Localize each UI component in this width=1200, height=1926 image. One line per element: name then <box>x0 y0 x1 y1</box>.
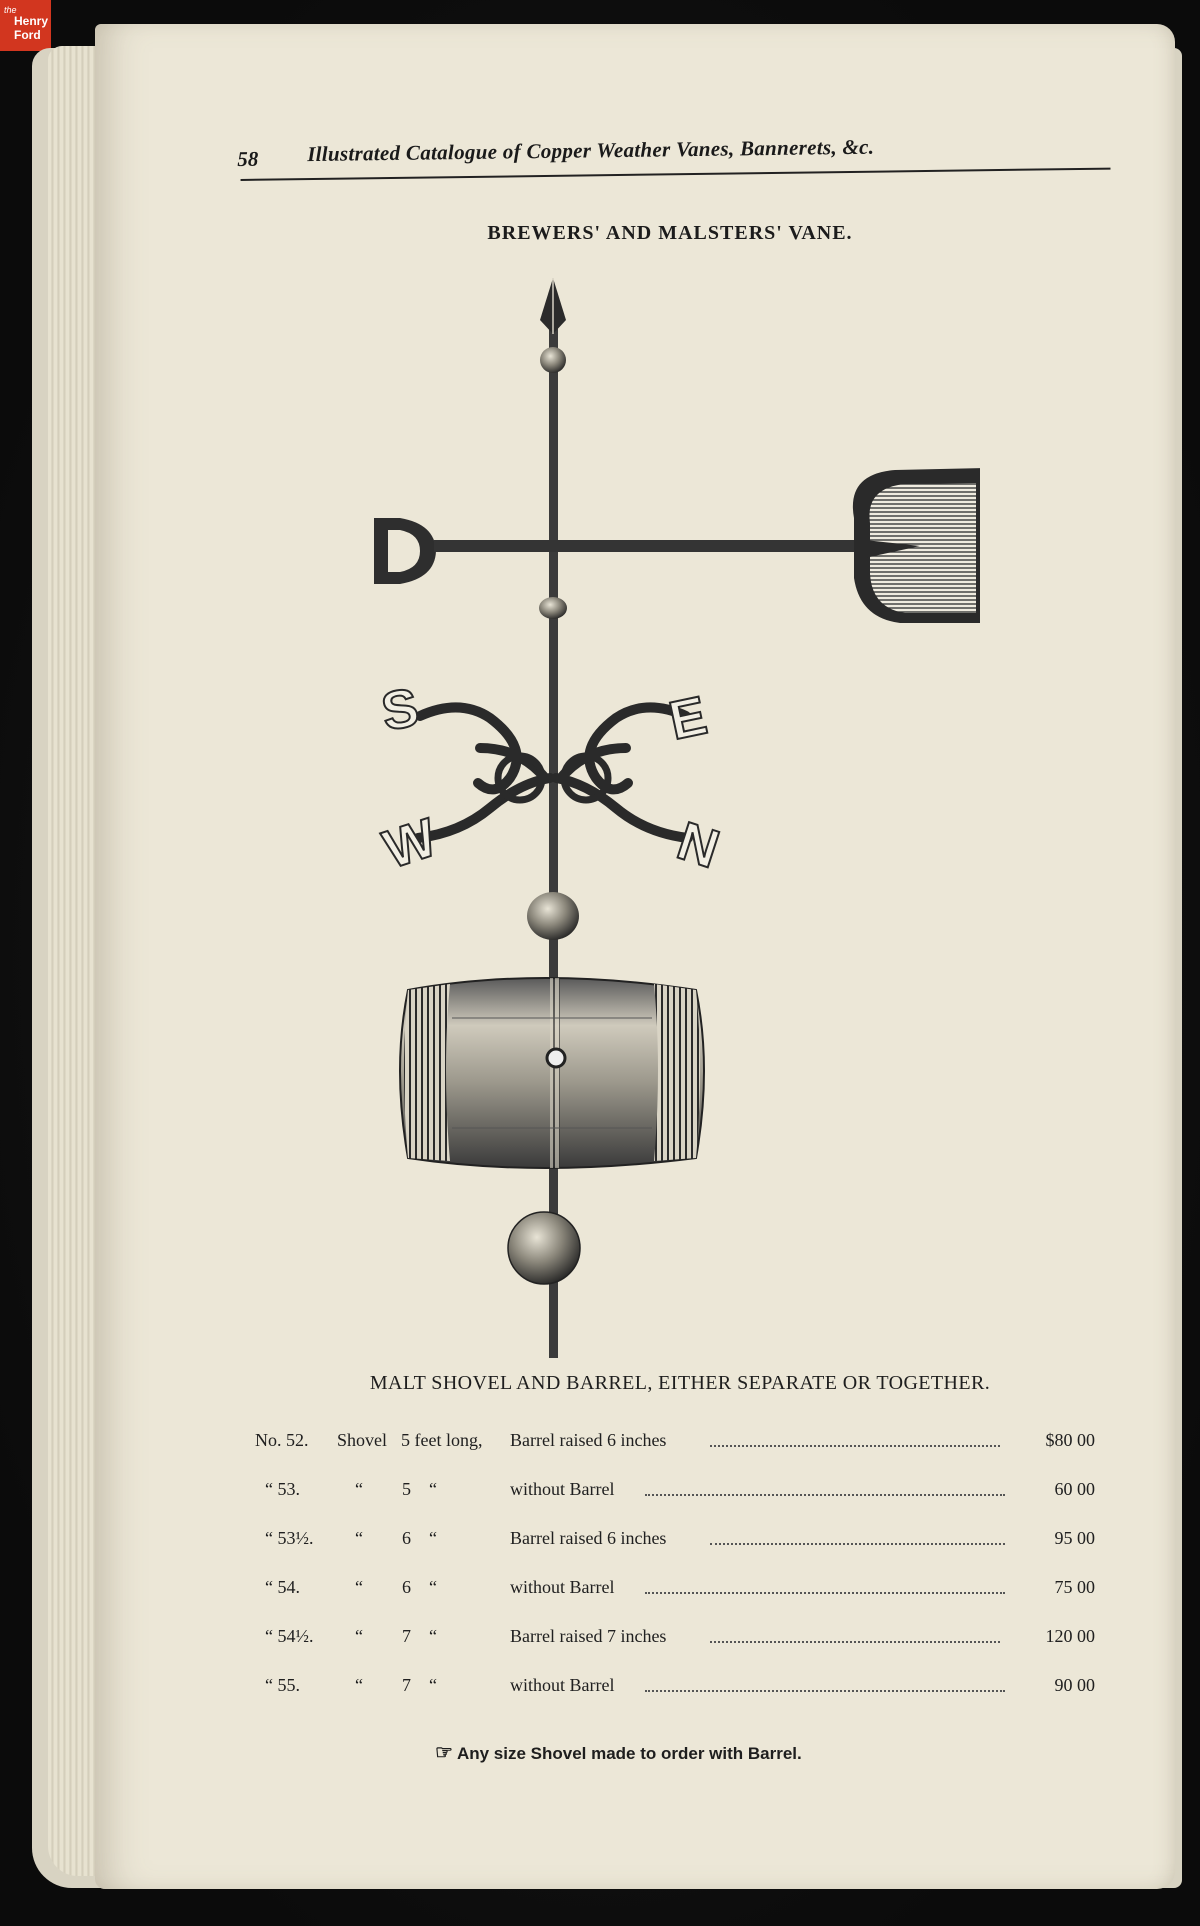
price-row <box>255 1675 1095 1701</box>
item-name: “ <box>355 1577 363 1597</box>
leader-dots <box>645 1592 1005 1594</box>
page-edges <box>48 46 98 1876</box>
leader-dots <box>645 1690 1005 1692</box>
item-length: 5 feet long, <box>401 1430 483 1450</box>
lower-ball <box>527 892 579 940</box>
vane-title: BREWERS' AND MALSTERS' VANE. <box>487 222 853 244</box>
item-description: without Barrel <box>510 1675 615 1695</box>
item-length: 5 “ <box>402 1479 437 1499</box>
malt-shovel-icon <box>853 468 980 623</box>
compass-w: W <box>376 807 444 881</box>
order-note-text: Any size Shovel made to order with Barrel. <box>456 1744 802 1763</box>
pointing-hand-icon: ☞ <box>435 1742 453 1764</box>
shovel-handle-icon <box>374 518 436 584</box>
item-length: 6 “ <box>402 1528 437 1548</box>
item-name: “ <box>355 1675 363 1695</box>
vane-caption: MALT SHOVEL AND BARREL, EITHER SEPARATE OR TOGETHER. <box>369 1372 991 1394</box>
item-length: 7 “ <box>402 1675 437 1695</box>
price-row <box>255 1430 1095 1456</box>
page-number: 58 <box>237 146 259 171</box>
price-row <box>255 1528 1095 1554</box>
price-row <box>255 1626 1095 1652</box>
model-number: “ 54½. <box>265 1626 314 1646</box>
item-price: 95 00 <box>1054 1528 1095 1548</box>
leader-dots <box>645 1494 1005 1496</box>
item-description: Barrel raised 6 inches <box>510 1528 667 1548</box>
item-price: $80 00 <box>1045 1430 1095 1450</box>
item-price: 60 00 <box>1054 1479 1095 1499</box>
arrow-finial-icon <box>540 278 566 373</box>
mid-finial <box>539 597 567 619</box>
price-row <box>255 1577 1095 1603</box>
leader-dots <box>710 1641 1000 1643</box>
shovel-shaft <box>434 540 854 552</box>
model-number: “ 54. <box>265 1577 300 1597</box>
item-length: 7 “ <box>402 1626 437 1646</box>
item-length: 6 “ <box>402 1577 437 1597</box>
compass-n: N <box>670 810 727 880</box>
item-price: 90 00 <box>1054 1675 1095 1695</box>
model-number: “ 55. <box>265 1675 300 1695</box>
item-description: Barrel raised 7 inches <box>510 1626 667 1646</box>
weather-vane-illustration <box>360 278 980 1358</box>
compass-e: E <box>664 685 712 752</box>
item-price: 120 00 <box>1045 1626 1095 1646</box>
item-name: Shovel <box>337 1430 388 1450</box>
model-number: No. 52. <box>255 1430 309 1450</box>
leader-dots <box>710 1445 1000 1447</box>
barrel-icon <box>400 978 704 1168</box>
item-description: without Barrel <box>510 1577 615 1597</box>
price-row <box>255 1479 1095 1505</box>
leader-dots <box>710 1543 1005 1545</box>
item-name: “ <box>355 1626 363 1646</box>
vane-pole <box>549 308 558 1358</box>
bottom-ball <box>508 1212 580 1284</box>
model-number: “ 53. <box>265 1479 300 1499</box>
item-description: Barrel raised 6 inches <box>510 1430 667 1450</box>
item-name: “ <box>355 1528 363 1548</box>
henry-ford-logo: the Henry Ford <box>0 0 51 51</box>
model-number: “ 53½. <box>265 1528 314 1548</box>
compass-s: S <box>377 677 424 743</box>
item-price: 75 00 <box>1054 1577 1095 1597</box>
item-description: without Barrel <box>510 1479 615 1499</box>
order-note <box>435 1740 955 1765</box>
catalogue-title: Illustrated Catalogue of Copper Weather Vanes, Bannerets, &c. <box>307 134 875 167</box>
item-name: “ <box>355 1479 363 1499</box>
